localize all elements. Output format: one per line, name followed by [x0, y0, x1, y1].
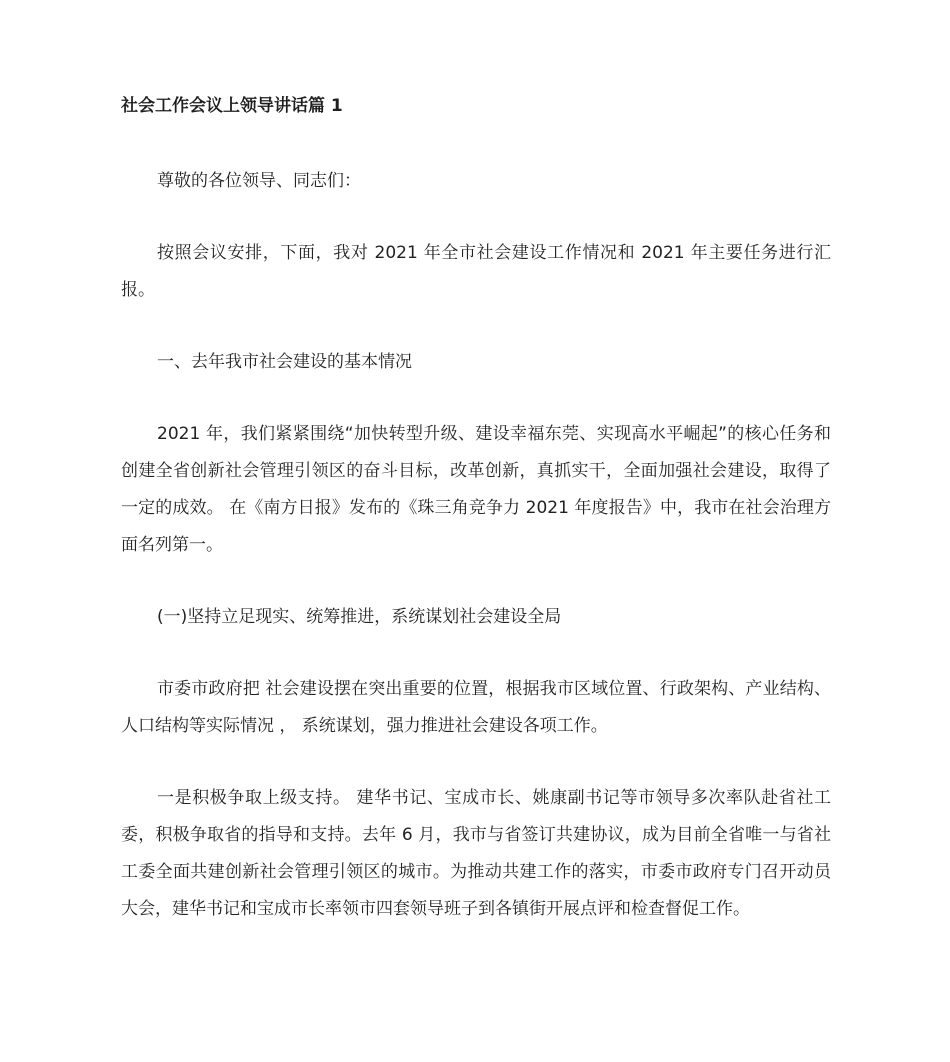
paragraph-intro: 按照会议安排，下面，我对 2021 年全市社会建设工作情况和 2021 年主要任务进行汇报。 — [121, 243, 831, 300]
paragraph-overview: 2021 年，我们紧紧围绕“加快转型升级、建设幸福东莞、实现高水平崛起”的核心任务和创建全省创新社会管理引领区的奋斗目标，改革创新，真抓实干，全面加强社会建设，取得了一定的成效。 在《南方日报》发布的《珠三角竞争力 2021 年度报告》中，我市在社会治理方面名列第一。 — [121, 424, 831, 555]
paragraph-support: 一是积极争取上级支持。 建华书记、宝成市长、姚康副书记等市领导多次率队赴省社工委，积极争取省的指导和支持。去年 6 月，我市与省签订共建协议，成为目前全省唯一与省社工委全面共建创新社会管理引领区的城市。为推动共建工作的落实，市委市政府专门召开动员大会，建华书记和宝成市长率领市四套领导班子到各镇街开展点评和检查督促工作。 — [121, 788, 831, 919]
document-body — [121, 92, 831, 962]
paragraph-greeting: 尊敬的各位领导、同志们： — [157, 171, 361, 191]
paragraph-planning: 市委市政府把 社会建设摆在突出重要的位置，根据我市区域位置、行政架构、产业结构、人口结构等实际情况 ， 系统谋划，强力推进社会建设各项工作。 — [121, 679, 831, 736]
document-title: 社会工作会议上领导讲话篇 1 — [121, 96, 343, 116]
section-heading-1: 一、去年我市社会建设的基本情况 — [157, 352, 412, 372]
subsection-heading-1: (一)坚持立足现实、统筹推进，系统谋划社会建设全局 — [157, 607, 562, 627]
